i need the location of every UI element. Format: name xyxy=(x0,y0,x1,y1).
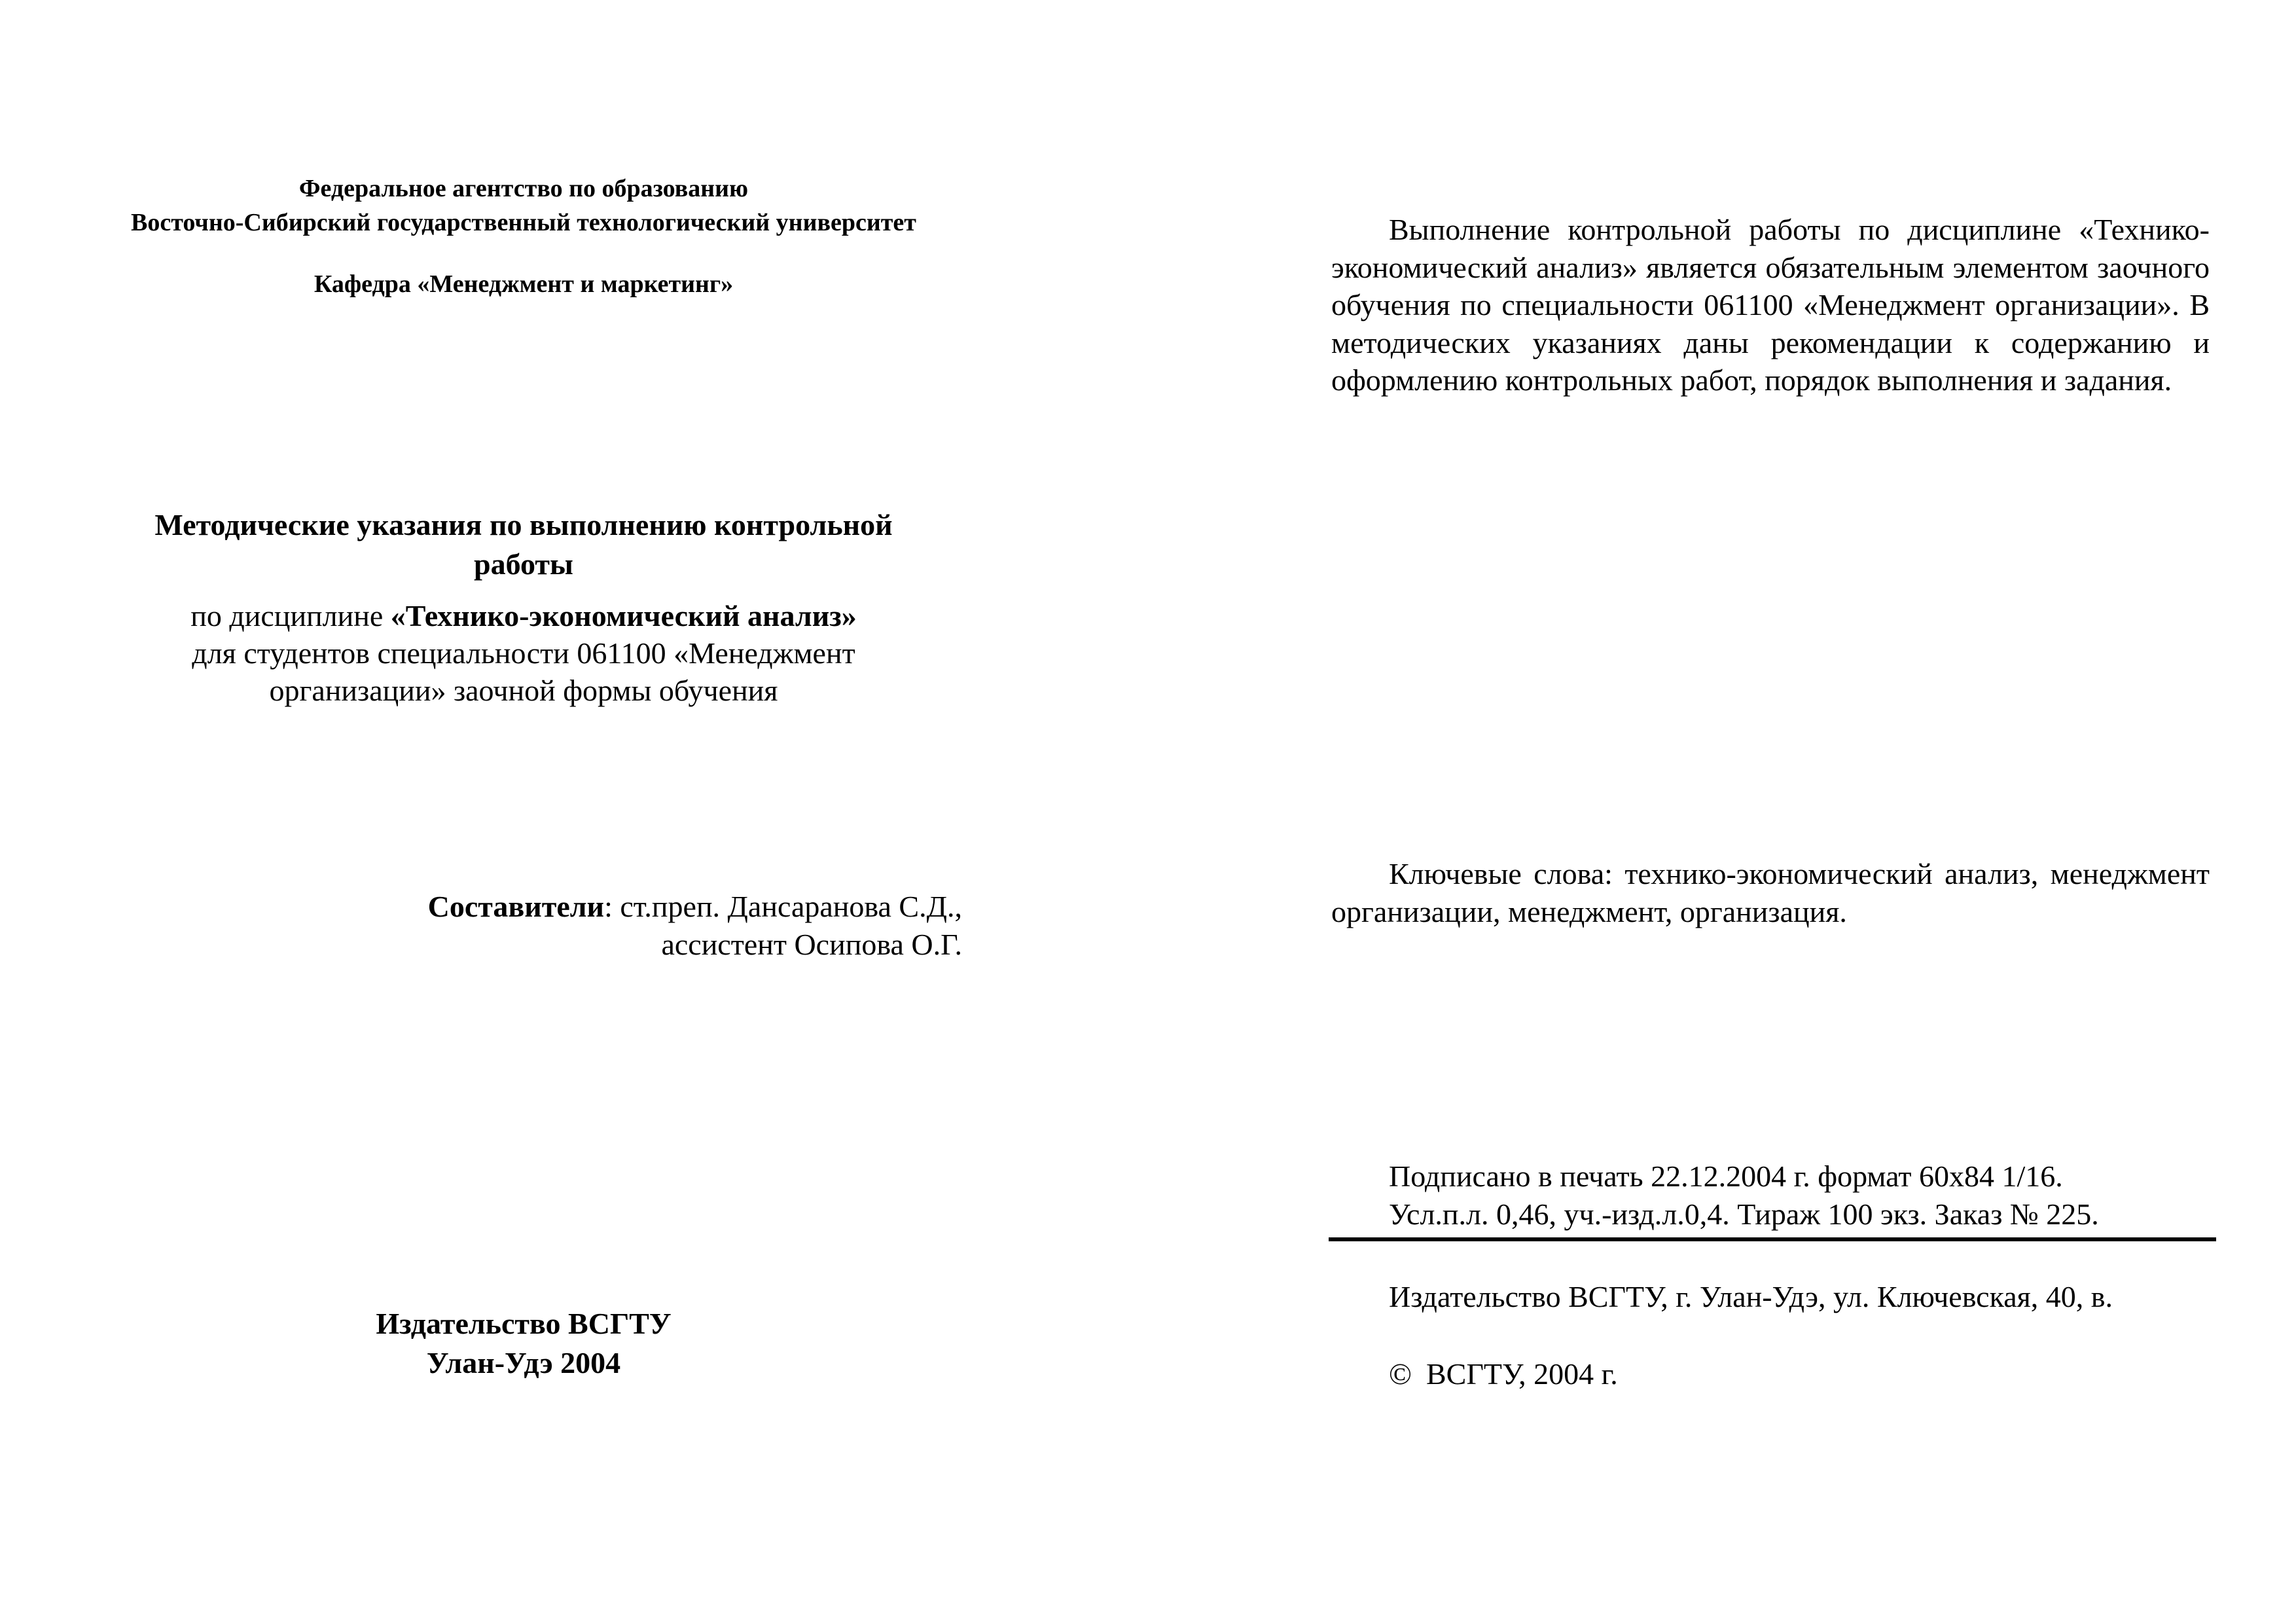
divider-line xyxy=(1329,1237,2216,1241)
print-info-line-1: Подписано в печать 22.12.2004 г. формат 60х84 1/16. xyxy=(1389,1159,2063,1193)
publisher-block xyxy=(196,1304,851,1383)
subtitle-line-1 xyxy=(92,597,956,634)
title-line-2: работы xyxy=(474,547,573,581)
subtitle-line-3: организации» заочной формы обучения xyxy=(269,674,778,707)
subtitle-prefix: по дисциплине xyxy=(190,599,391,632)
copyright-line xyxy=(1389,1355,2174,1393)
abstract-paragraph: Выполнение контрольной работы по дисциплине «Технико-экономический анализ» является обязательным элементом заочного обучения по специальности 061100 «Менеджмент организации». В методических указаниях даны рекомендации к содержанию и оформлению контрольных работ, порядок выполнения и задания. xyxy=(1331,213,2210,397)
authors-line-1 xyxy=(262,888,962,926)
copyright-icon: © xyxy=(1389,1357,1412,1391)
subtitle-line-2: для студентов специальности 061100 «Менеджмент xyxy=(192,636,855,670)
author-2: ассистент Осипова О.Г. xyxy=(661,928,962,961)
right-page xyxy=(1148,0,2296,1623)
agency-name: Федеральное агентство по образованию xyxy=(298,175,749,202)
document-title xyxy=(92,505,956,584)
publisher-city-year: Улан-Удэ 2004 xyxy=(426,1346,621,1379)
copyright-text: ВСГТУ, 2004 г. xyxy=(1426,1357,1618,1391)
author-1: : ст.преп. Дансаранова С.Д., xyxy=(604,890,962,923)
university-name: Восточно-Сибирский государственный технологический университет xyxy=(131,209,916,236)
authors-block xyxy=(262,888,962,964)
header-block xyxy=(79,172,969,240)
discipline-name: «Технико-экономический анализ» xyxy=(390,599,857,632)
authors-label: Составители xyxy=(427,890,605,923)
print-info-line-2: Усл.п.л. 0,46, уч.-изд.л.0,4. Тираж 100 экз. Заказ № 225. xyxy=(1389,1197,2099,1231)
department-name: Кафедра «Менеджмент и маркетинг» xyxy=(314,270,734,298)
title-line-1: Методические указания по выполнению контрольной xyxy=(154,508,893,541)
publisher-address: Издательство ВСГТУ, г. Улан-Удэ, ул. Ключевская, 40, в. xyxy=(1389,1280,2113,1313)
document-subtitle xyxy=(92,597,956,709)
publisher-name: Издательство ВСГТУ xyxy=(376,1307,672,1340)
keywords-paragraph: Ключевые слова: технико-экономический анализ, менеджмент организации, менеджмент, организация. xyxy=(1331,857,2210,928)
